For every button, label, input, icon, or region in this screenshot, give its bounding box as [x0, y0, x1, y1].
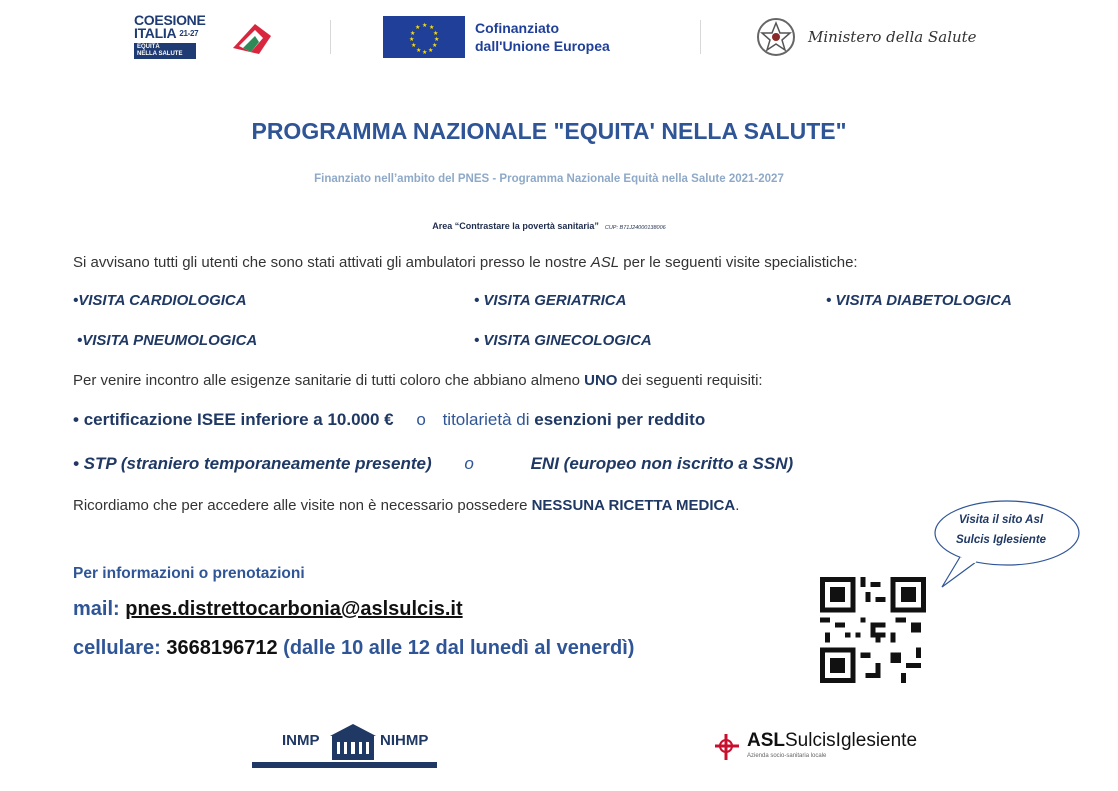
phone-number[interactable]: 3668196712	[166, 637, 278, 659]
contact-heading: Per informazioni o prenotazioni	[73, 565, 305, 582]
header-divider	[330, 20, 331, 54]
coesione-sub-badge: EQUITÀ NELLA SALUTE	[134, 43, 196, 59]
inmp-bar	[252, 762, 437, 768]
ministry-label: Ministero della Salute	[808, 28, 977, 46]
requirement-stp-eni: • STP (straniero temporaneamente presente) o ENI (europeo non iscritto a SSN)	[73, 454, 794, 473]
svg-text:★: ★	[415, 24, 421, 31]
phone-line: cellulare: 3668196712 (dalle 10 alle 12 dal lunedì al venerdì)	[73, 637, 635, 659]
coesione-logo-text: COESIONE ITALIA $^{21-27}$	[134, 12, 206, 41]
svg-text:★: ★	[422, 22, 428, 29]
eu-flag-icon	[383, 16, 465, 58]
qr-code[interactable]	[820, 577, 926, 683]
svg-text:★: ★	[433, 30, 439, 37]
svg-text:★: ★	[410, 30, 416, 37]
reminder-text: Ricordiamo che per accedere alle visite non è necessario possedere NESSUNA RICETTA MEDICA.	[73, 497, 740, 514]
italy-arrow-icon	[229, 18, 275, 58]
requirement-isee: • certificazione ISEE inferiore a 10.000 € o titolarietà di esenzioni per reddito	[73, 410, 706, 429]
visit-geriatrica: • VISITA GERIATRICA	[474, 292, 627, 309]
visit-pneumologica: •VISITA PNEUMOLOGICA	[77, 332, 258, 349]
page-title: PROGRAMMA NAZIONALE "EQUITA' NELLA SALUTE"	[251, 118, 847, 144]
svg-text:★: ★	[411, 42, 417, 49]
eu-cofinanced-label: Cofinanziato dall'Unione Europea	[475, 20, 610, 54]
header-divider	[700, 20, 701, 54]
building-icon	[330, 722, 376, 764]
svg-text:★: ★	[416, 47, 422, 54]
requirements-intro: Per venire incontro alle esigenze sanitarie di tutti coloro che abbiano almeno UNO dei seguenti requisiti:	[73, 372, 763, 389]
svg-text:★: ★	[432, 42, 438, 49]
svg-text:★: ★	[428, 47, 434, 54]
svg-text:★: ★	[434, 36, 440, 43]
eu-stars-icon	[383, 16, 465, 58]
subtitle: Finanziato nell’ambito del PNES - Programma Nazionale Equità nella Salute 2021-2027	[314, 173, 784, 185]
cup-code: CUP: B71J24000138006	[604, 225, 666, 231]
asl-cross-icon	[713, 732, 743, 762]
area-line: Area “Contrastare la povertà sanitaria” CUP: B71J24000138006	[432, 221, 666, 231]
mail-line: mail: pnes.distrettocarbonia@aslsulcis.it	[73, 598, 463, 620]
mail-link[interactable]: pnes.distrettocarbonia@aslsulcis.it	[125, 598, 463, 620]
asl-logo: ASLSulcisIglesiente Azienda socio-sanitaria locale	[713, 730, 917, 759]
svg-text:★: ★	[429, 24, 435, 31]
visit-diabetologica: • VISITA DIABETOLOGICA	[826, 292, 1012, 309]
intro-text: Si avvisano tutti gli utenti che sono stati attivati gli ambulatori presso le nostre ASL per le seguenti visite specialistiche:	[73, 254, 858, 271]
asl-name: ASLSulcisIglesiente	[747, 730, 918, 751]
inmp-nihmp-logo: INMP NIHMP	[252, 722, 437, 769]
visit-ginecologica: • VISITA GINECOLOGICA	[474, 332, 652, 349]
visit-site-label[interactable]: Visita il sito Asl Sulcis Iglesiente	[955, 514, 1047, 546]
italian-emblem-icon	[752, 15, 800, 59]
svg-text:★: ★	[422, 49, 428, 56]
visit-cardiologica: •VISITA CARDIOLOGICA	[73, 292, 247, 309]
coesione-italia-logo	[134, 14, 279, 60]
svg-text:★: ★	[409, 36, 415, 43]
